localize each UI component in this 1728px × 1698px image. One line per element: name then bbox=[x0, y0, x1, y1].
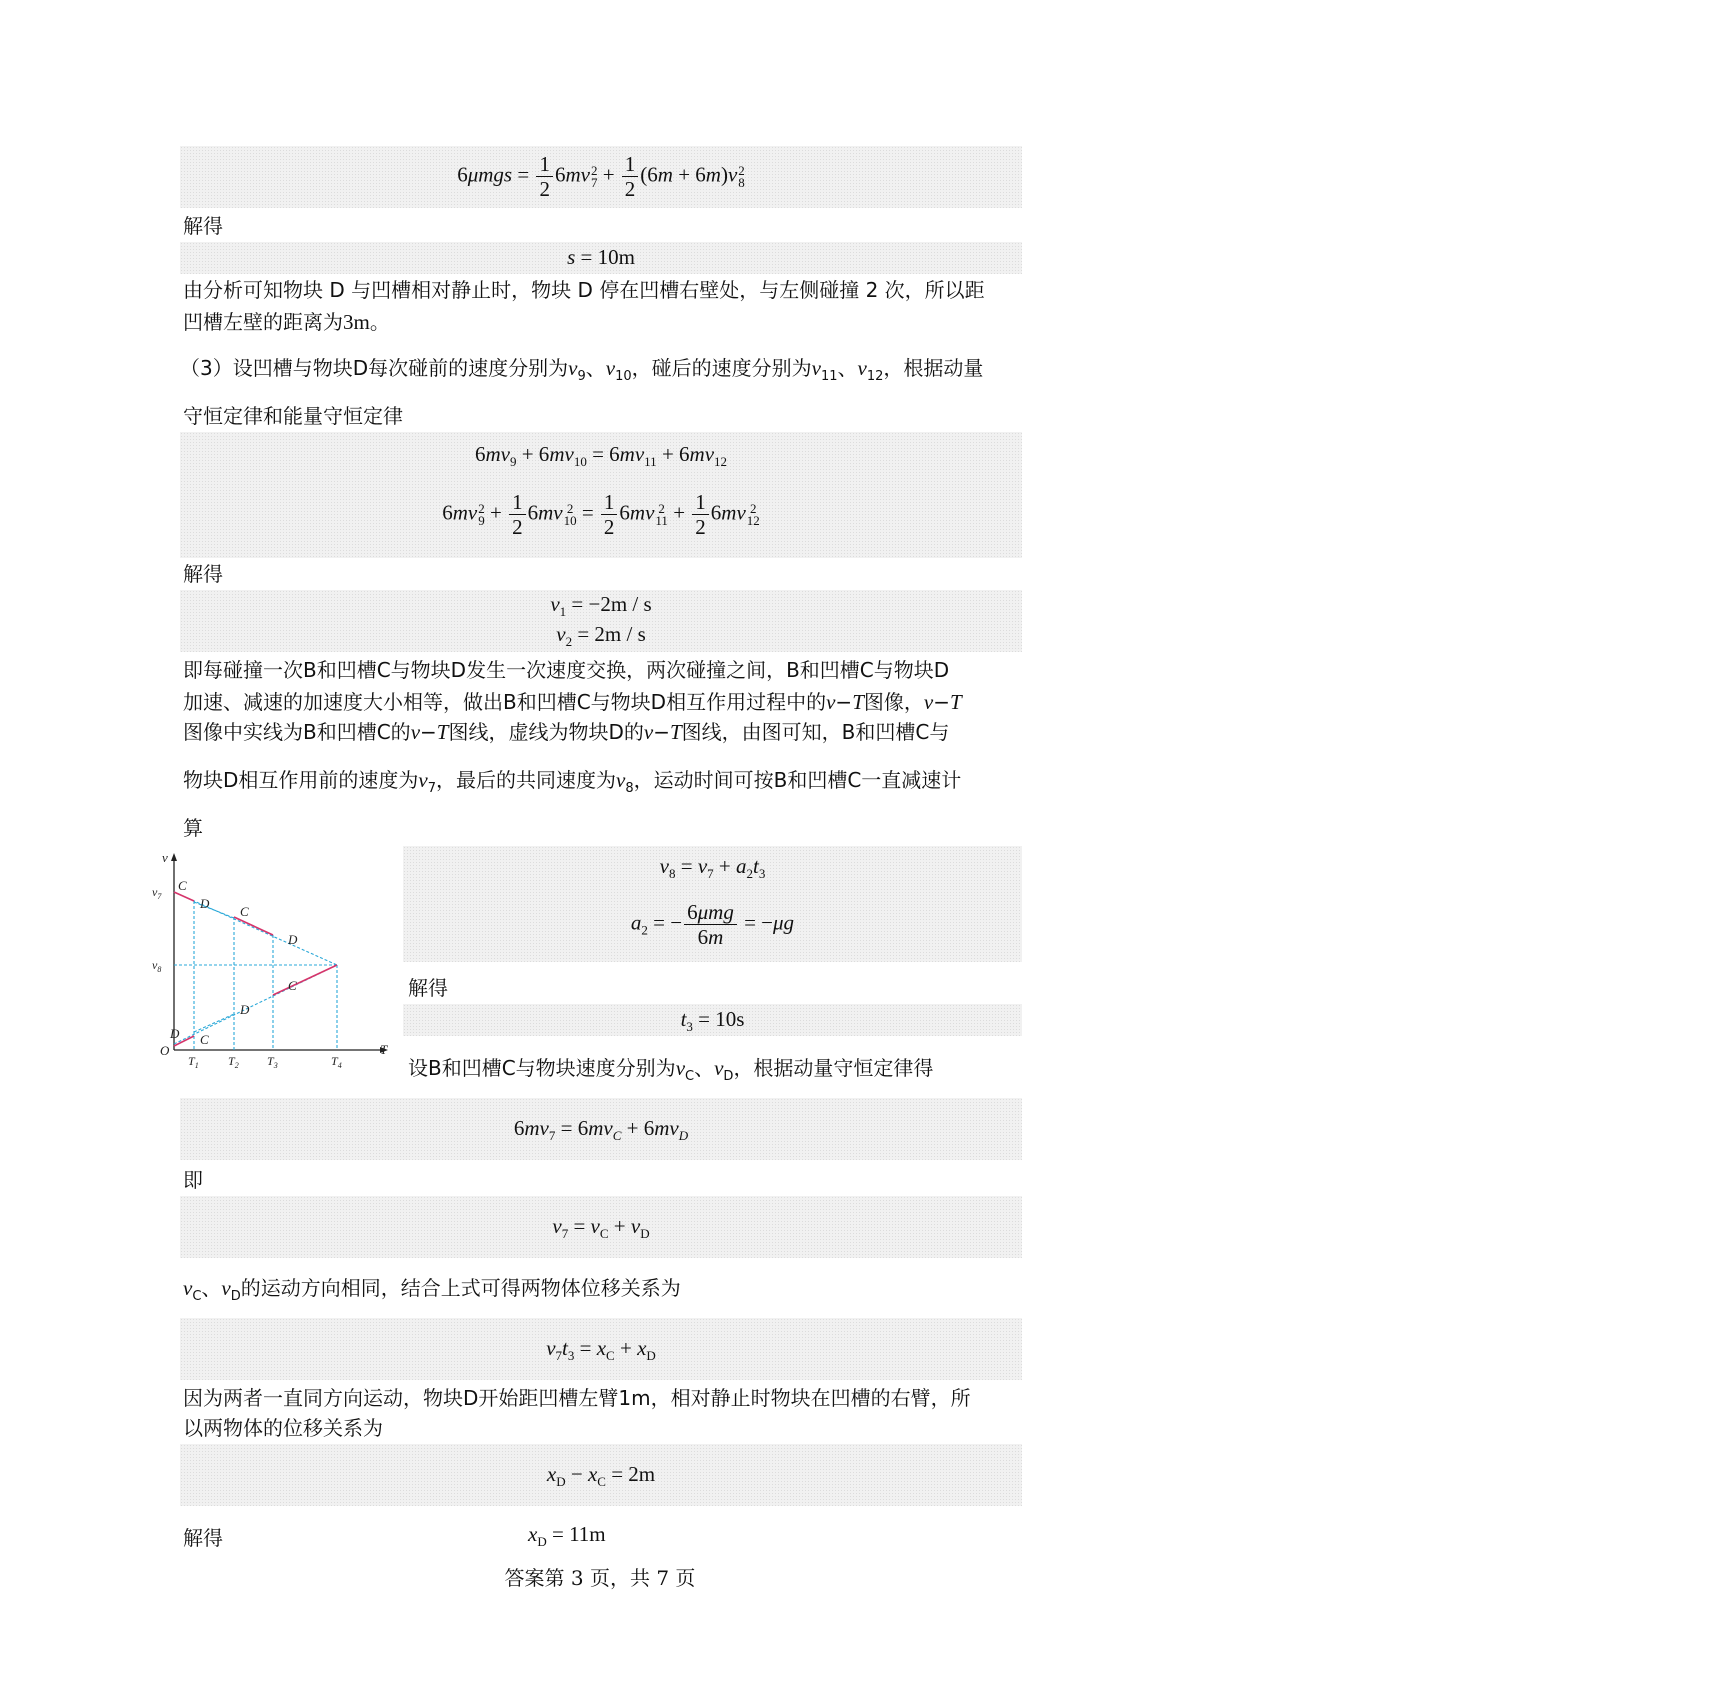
equation-v2: $v_2 = 2m / s$ bbox=[556, 622, 646, 649]
curve-label-d4: D bbox=[170, 1026, 180, 1041]
equation-t3: $t_3 = 10s$ bbox=[680, 1007, 745, 1034]
dashed-segment-bottom bbox=[194, 1014, 234, 1032]
curve-label-c1: C bbox=[178, 878, 187, 893]
curve-label-d3: D bbox=[240, 1002, 250, 1017]
equation-block-v1v2 bbox=[180, 590, 1022, 652]
part2-conclusion-line1: 由分析可知物块 D 与凹槽相对静止时，物块 D 停在凹槽右壁处，与左侧碰撞 2 次，所以距 bbox=[183, 278, 985, 302]
equation-v1: $v_1 = -2m / s$ bbox=[550, 592, 652, 619]
equation-v8: $v_8 = v_7 + a_2t_3$ bbox=[659, 854, 766, 881]
equation-block-momentum-cd bbox=[180, 1098, 1022, 1160]
solve-label: 解得 bbox=[183, 214, 223, 238]
exchange-4c: ，运动时间可按B和凹槽C一直减速计 bbox=[633, 768, 962, 792]
tick-v8: $v_8$ bbox=[152, 958, 162, 974]
conclusion-value: 3m bbox=[343, 310, 370, 334]
velocity-setup-b: ，根据动量守恒定律得 bbox=[733, 1056, 934, 1080]
disp-line1: 因为两者一直同方向运动，物块D开始距凹槽左臂1m，相对静止时物块在凹槽的右臂，所 bbox=[183, 1386, 971, 1410]
exchange-2b: 图像， bbox=[863, 690, 924, 714]
part2-conclusion-line2 bbox=[183, 306, 390, 338]
solid-c-seg2 bbox=[234, 917, 273, 935]
solve-label-3: 解得 bbox=[408, 976, 448, 1000]
intro-c: ，根据动量 bbox=[883, 356, 984, 380]
s-value: 10m bbox=[597, 245, 635, 269]
exchange-line5: 算 bbox=[183, 816, 203, 840]
exchange-3a: 图像中实线为B和凹槽C的 bbox=[183, 720, 411, 744]
same-direction-line: $v_C$、$v_D$的运动方向相同，结合上式可得两物体位移关系为 bbox=[183, 1276, 681, 1304]
equation-block-v8-a2 bbox=[403, 846, 1022, 962]
v1-value: −2m / s bbox=[588, 592, 652, 616]
equation-xd: $x_D = 11m$ bbox=[528, 1522, 606, 1549]
equation-block-v7 bbox=[180, 1196, 1022, 1258]
v2-value: 2m / s bbox=[594, 622, 646, 646]
curve-label-d1: D bbox=[200, 896, 210, 911]
equation-a2: $a_2$ = − $\frac{\text{6μmg}}{6m}$ = −μg bbox=[630, 900, 795, 949]
exchange-line1: 即每碰撞一次B和凹槽C与物块D发生一次速度交换，两次碰撞之间，B和凹槽C与物块D bbox=[183, 658, 950, 682]
curve-label-c3: C bbox=[288, 978, 297, 993]
exchange-line3: 图像中实线为B和凹槽C的v−T图线，虚线为物块D的v−T图线，由图可知，B和凹槽C与 bbox=[183, 720, 950, 744]
conclusion-end: 。 bbox=[369, 310, 390, 334]
solve-label-2: 解得 bbox=[183, 562, 223, 586]
curve-label-d2: D bbox=[288, 932, 298, 947]
equation-v7: $v_7 = v_C + v_D$ bbox=[552, 1214, 650, 1241]
tick-t4: $T_4$ bbox=[331, 1054, 342, 1070]
exchange-2a: 加速、减速的加速度大小相等，做出B和凹槽C与物块D相互作用过程中的 bbox=[183, 690, 827, 714]
xd-value: 11m bbox=[569, 1522, 606, 1546]
intro-a: （3）设凹槽与物块D每次碰前的速度分别为 bbox=[180, 356, 569, 380]
equation-energy-collision: 6mv 2 9 + $\frac{1}{2}$ 6mv 2 10 = $\frac{1}{2}$ 6mv 2 11 + $\frac{1}{2}$ 6mv 2 12 bbox=[442, 490, 760, 539]
equation-block-t3 bbox=[403, 1004, 1022, 1036]
exchange-3c: 图线，由图可知，B和凹槽C与 bbox=[681, 720, 950, 744]
tick-t2: $T_2$ bbox=[228, 1054, 239, 1070]
exchange-line2: 加速、减速的加速度大小相等，做出B和凹槽C与物块D相互作用过程中的v−T图像，v−T bbox=[183, 690, 962, 714]
equation-s: s = 10m bbox=[567, 245, 635, 269]
equation-energy: 6μmgs = $\frac{1}{2}$ 6mv 2 7 + $\frac{1}{2}$ (6m + 6m)v 2 8 bbox=[457, 152, 745, 201]
exchange-4b: ，最后的共同速度为 bbox=[436, 768, 617, 792]
tick-t3: $T_3$ bbox=[267, 1054, 278, 1070]
exchange-3b: 图线，虚线为物块D的 bbox=[448, 720, 644, 744]
solve-label-4: 解得 bbox=[183, 1526, 223, 1550]
curve-label-c2: C bbox=[240, 904, 249, 919]
y-axis-arrow bbox=[171, 853, 177, 861]
equation-momentum: $6mv_9 + 6mv_{10} = 6mv_{11} + 6mv_{12}$ bbox=[474, 442, 728, 469]
velocity-setup: 设B和凹槽C与物块速度分别为$v_C$、$v_D$，根据动量守恒定律得 bbox=[408, 1056, 934, 1084]
equation-xd-xc: $x_D - x_C = 2m$ bbox=[546, 1462, 656, 1489]
xd-xc-value: 2m bbox=[628, 1462, 656, 1486]
part3-intro-line1: （3）设凹槽与物块D每次碰前的速度分别为$v_9$、$v_{10}$，碰后的速度分别为$v_{11}$、$v_{12}$，根据动量 bbox=[180, 356, 984, 384]
x-axis-label: T bbox=[380, 1042, 388, 1057]
equation-block-displacement bbox=[180, 1318, 1022, 1380]
conclusion-text: 凹槽左壁的距离为 bbox=[183, 310, 343, 334]
curve-label-c4: C bbox=[200, 1032, 209, 1047]
dashed-d-line-top bbox=[174, 892, 337, 965]
page-footer: 答案第 3 页，共 7 页 bbox=[504, 1566, 696, 1590]
velocity-setup-a: 设B和凹槽C与物块速度分别为 bbox=[408, 1056, 676, 1080]
tick-v7: $v_7$ bbox=[152, 885, 162, 901]
equation-momentum-cd: $6mv_7 = 6mv_C + 6mv_D$ bbox=[513, 1116, 689, 1143]
exchange-4a: 物块D相互作用前的速度为 bbox=[183, 768, 419, 792]
same-direction-text: 的运动方向相同，结合上式可得两物体位移关系为 bbox=[240, 1276, 681, 1300]
equation-displacement: $v_7t_3 = x_C + x_D$ bbox=[546, 1336, 656, 1363]
equation-block-energy bbox=[180, 146, 1022, 208]
y-axis-label: v bbox=[162, 850, 168, 865]
intro-b: ，碰后的速度分别为 bbox=[631, 356, 812, 380]
equation-block-collision bbox=[180, 432, 1022, 558]
equation-block-s bbox=[180, 242, 1022, 274]
ji-label: 即 bbox=[183, 1168, 203, 1192]
t3-value: 10s bbox=[715, 1007, 745, 1031]
solid-c-seg4 bbox=[273, 965, 337, 995]
tick-t1: $T_1$ bbox=[188, 1054, 199, 1070]
disp-line2: 以两物体的位移关系为 bbox=[183, 1416, 383, 1440]
part3-intro-line2: 守恒定律和能量守恒定律 bbox=[183, 404, 403, 428]
origin-label: O bbox=[160, 1043, 170, 1058]
v-t-graph bbox=[152, 850, 397, 1070]
exchange-line4: 物块D相互作用前的速度为$v_7$，最后的共同速度为$v_8$，运动时间可按B和凹槽C一直减速计 bbox=[183, 768, 962, 796]
solid-c-seg1 bbox=[174, 892, 194, 901]
equation-block-xd-xc bbox=[180, 1444, 1022, 1506]
